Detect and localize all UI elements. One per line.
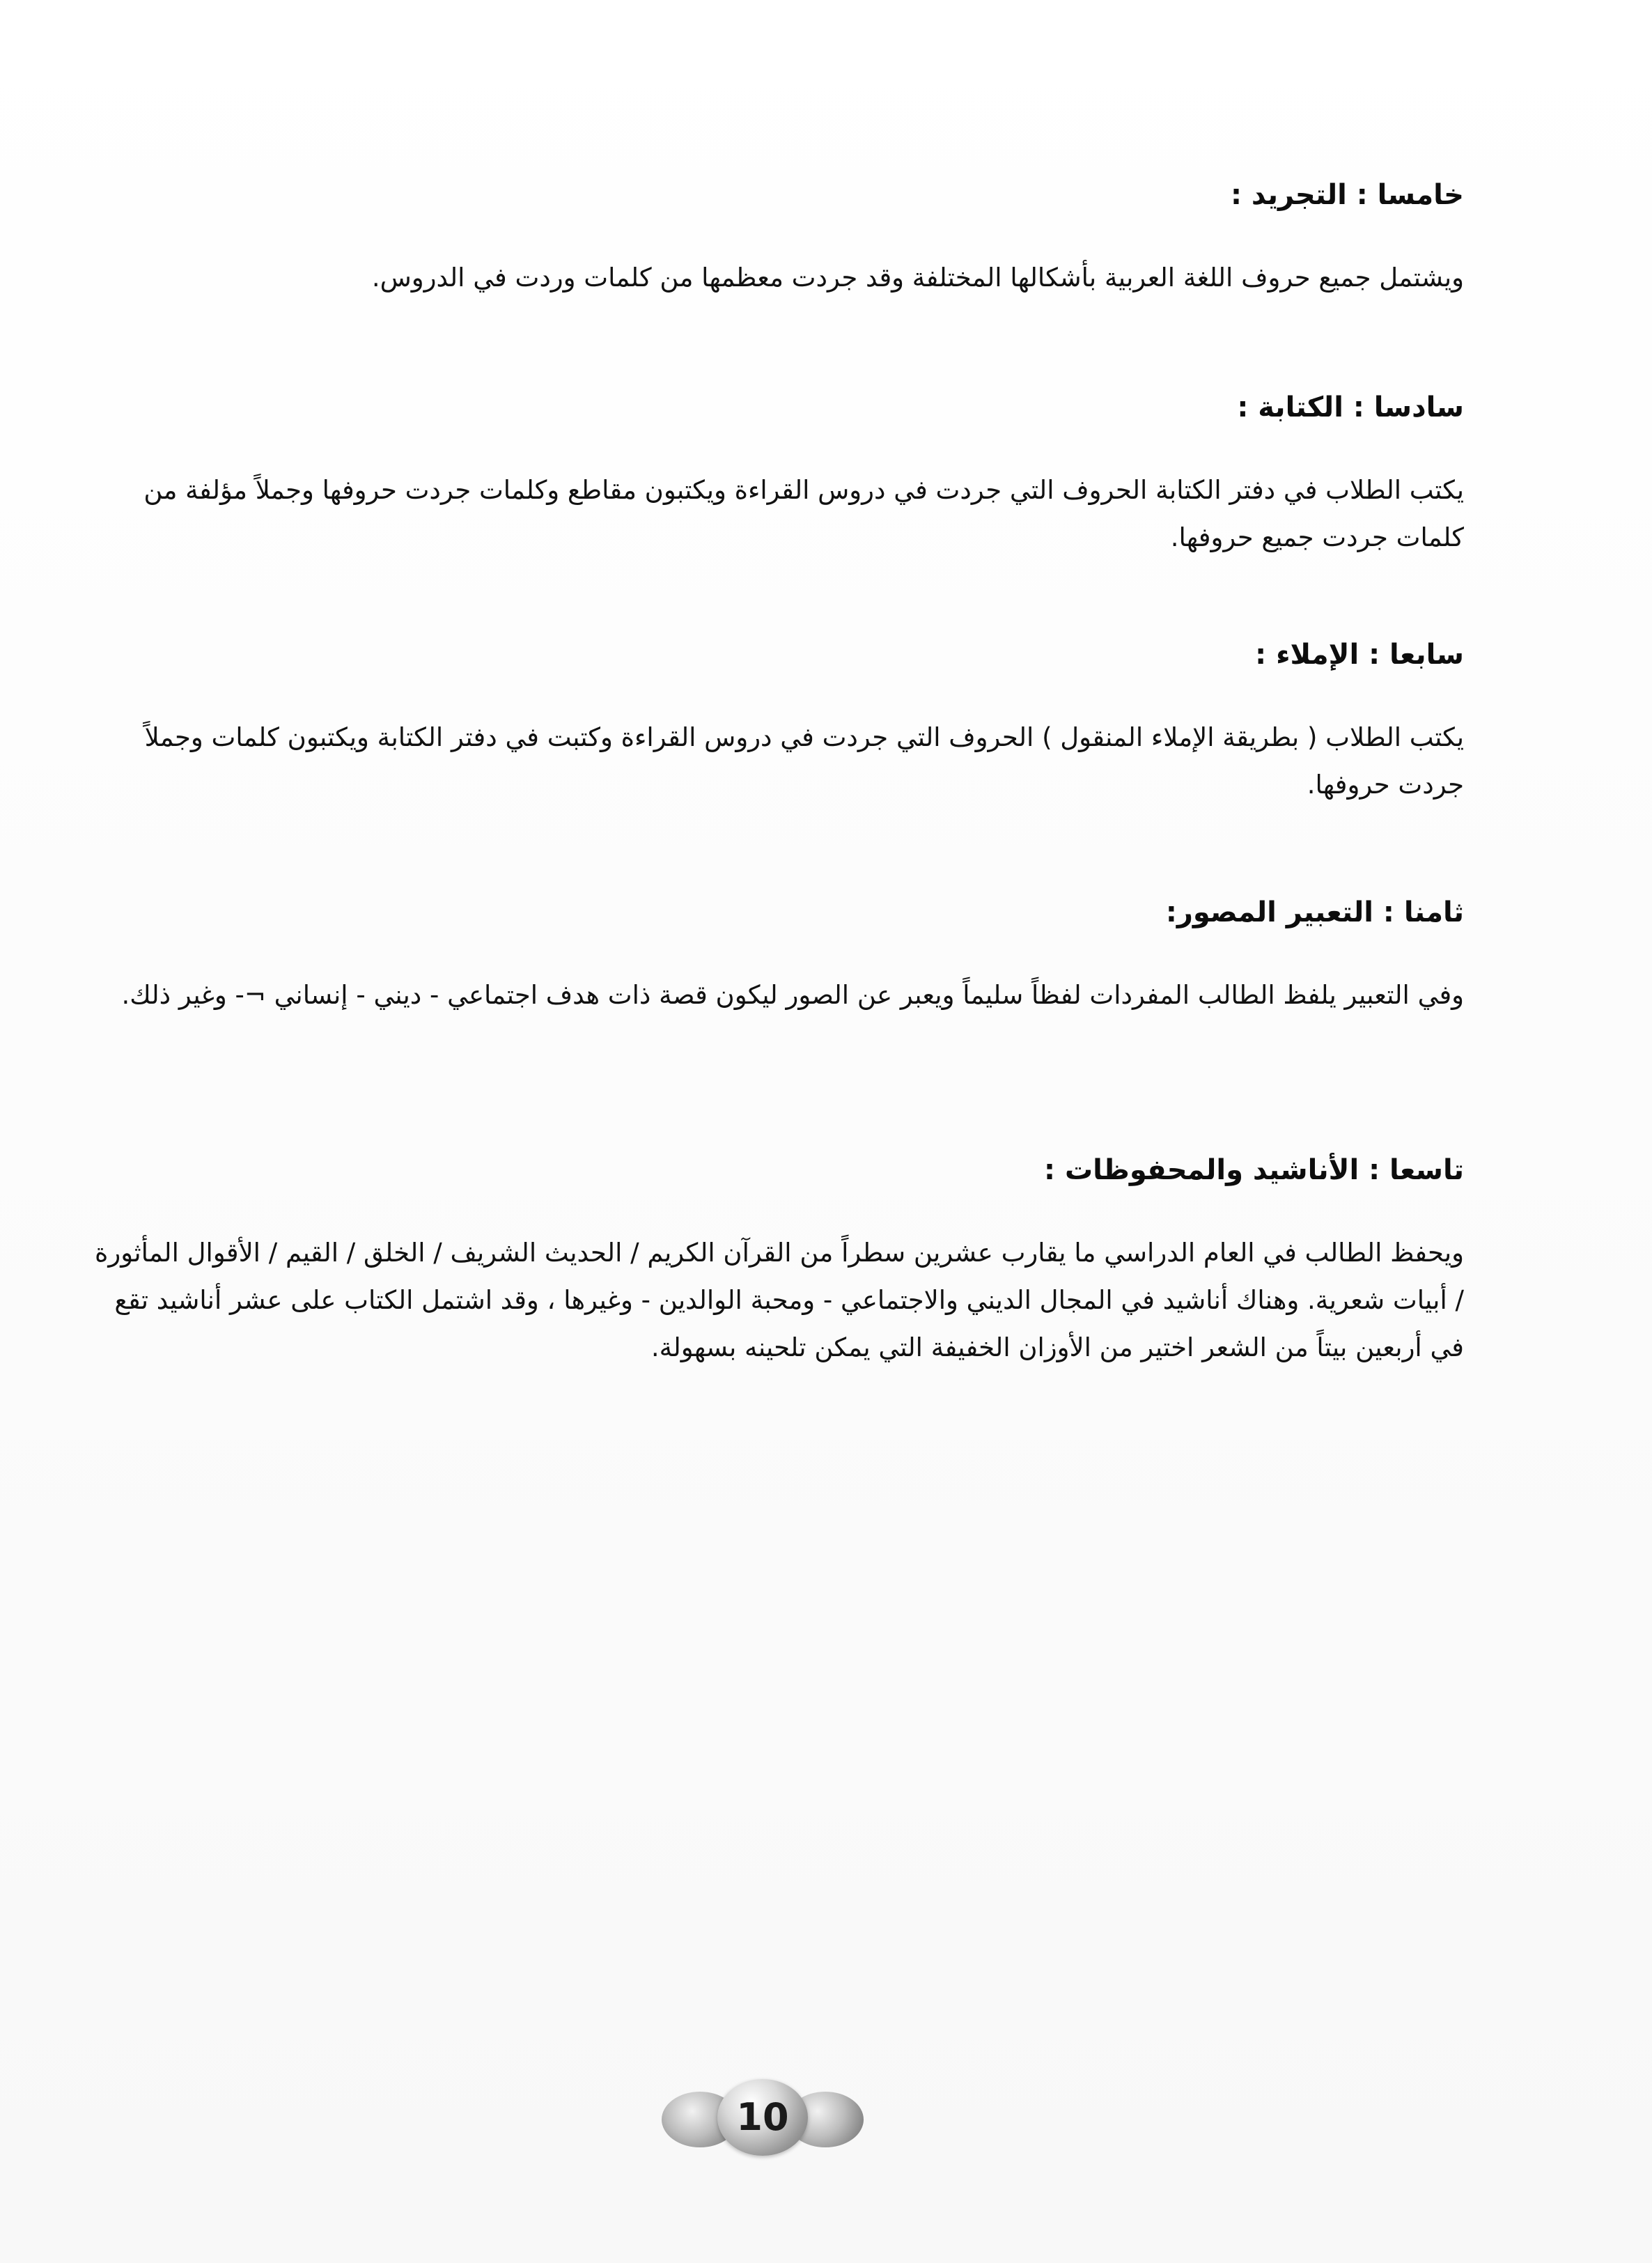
section-heading: ثامنا : التعبير المصور: [1165, 896, 1464, 928]
section-body: وفي التعبير يلفظ الطالب المفردات لفظاً سليماً ويعبر عن الصور ليكون قصة ذات هدف اجتماعي - ديني - إنساني ¬- وغير ذلك. [121, 980, 1464, 1010]
section-body: ويشتمل جميع حروف اللغة العربية بأشكالها المختلفة وقد جردت معظمها من كلمات وردت في الدروس. [371, 263, 1464, 293]
section-picture-expression [91, 892, 1464, 1019]
section-writing [91, 387, 1464, 561]
page-number: 10 [736, 2095, 789, 2139]
section-body: يكتب الطلاب في دفتر الكتابة الحروف التي جردت في دروس القراءة ويكتبون مقاطع وكلمات جردت حروفها وجملاً مؤلفة من كلمات جردت جميع حروفها. [143, 475, 1464, 552]
section-abstraction [91, 174, 1464, 302]
section-songs-memorization [91, 1149, 1464, 1371]
section-heading: تاسعا : الأناشيد والمحفوظات : [1044, 1154, 1464, 1186]
section-heading: خامسا : التجريد : [1231, 179, 1464, 211]
section-body: ويحفظ الطالب في العام الدراسي ما يقارب عشرين سطراً من القرآن الكريم / الحديث الشريف / الخلق / القيم / الأقوال المأثورة / أبيات شعرية. وهناك أناشيد في المجال الديني والاجتماعي - ومحبة الوالدين - وغيرها ، وقد اشتمل الكتاب على عشر أناشيد تقع في أربعين بيتاً من الشعر اختير من الأوزان الخفيفة التي يمكن تلحينه بسهولة. [94, 1238, 1464, 1362]
section-heading: سابعا : الإملاء : [1255, 639, 1464, 671]
section-heading: سادسا : الكتابة : [1237, 391, 1464, 423]
page-number-badge [662, 2079, 864, 2156]
section-dictation [91, 634, 1464, 809]
section-body: يكتب الطلاب ( بطريقة الإملاء المنقول ) الحروف التي جردت في دروس القراءة وكتبت في دفتر الكتابة ويكتبون كلمات وجملاً جردت حروفها. [144, 722, 1464, 800]
